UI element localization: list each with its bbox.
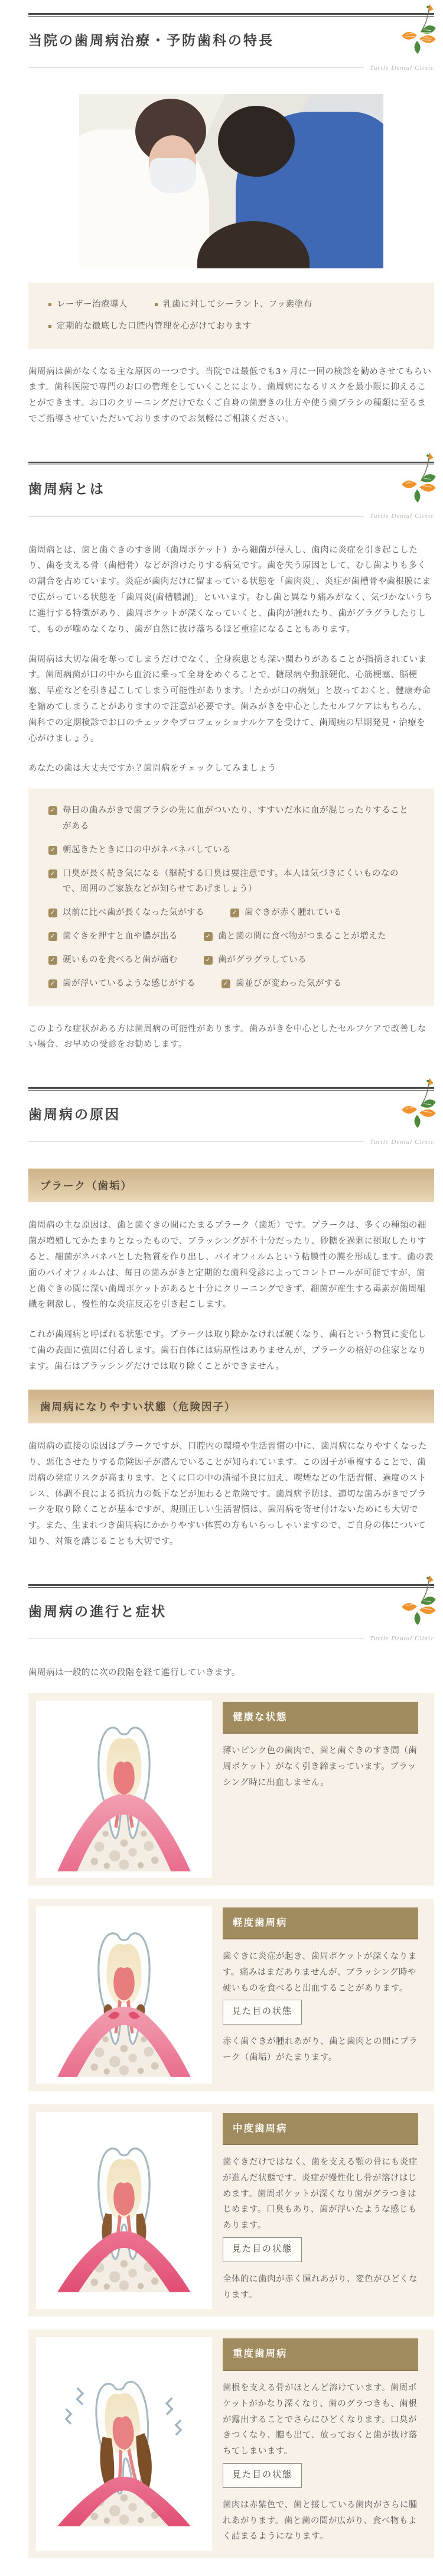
symptom-checklist xyxy=(48,803,414,991)
checklist-item xyxy=(48,976,196,992)
clinic-logo-icon xyxy=(400,1575,437,1627)
stage-card-mild xyxy=(28,1899,434,2091)
double-rule xyxy=(28,462,434,465)
stage-description: 歯ぐきだけではなく、歯を支える顎の骨にも炎症が進んだ状態です。炎症が慢性化し骨が溶けはじめます。歯周ポケットが深くなり歯がグラつきはじめます。口臭もあり、歯が浮いたような感じもあります。 xyxy=(223,2158,418,2231)
checklist-item-label: 歯と歯の間に食べ物がつまることが増えた xyxy=(218,932,386,942)
checklist-item xyxy=(48,866,414,898)
tooth-illustration-moderate xyxy=(36,2112,212,2309)
stage-appearance: 歯肉は赤紫色で、歯と接している歯肉がさらに腫れあがります。歯と歯の間が広がり、食べ物もよく詰まるようになります。 xyxy=(223,2500,418,2542)
progression-intro: 歯周病は一般的に次の段階を経て進行していきます。 xyxy=(28,1667,240,1678)
section-header xyxy=(28,1087,434,1148)
list-item xyxy=(48,297,128,313)
checklist-item xyxy=(204,929,386,945)
clinic-logo-icon xyxy=(400,4,437,56)
checkbox-icon: ✓ xyxy=(48,846,57,855)
section-header xyxy=(28,462,434,523)
plaque-paragraph-2: これが歯周病と呼ばれる状態です。プラークは取り除かなければ硬くなり、歯石という物質に変化して歯の表面に強固に付着します。歯石自体には病原性はありませんが、プラークの格好の住家となります。歯石はブラッシングだけでは取り除くことができません。 xyxy=(28,1330,426,1371)
clinic-logo-caption: Turtle Dental Clinic xyxy=(370,64,434,72)
section-progression xyxy=(28,1584,434,2558)
checklist-item xyxy=(48,842,231,858)
checkbox-icon: ✓ xyxy=(48,870,57,878)
checklist-item-label: 朝起きたときに口の中がネバネバしている xyxy=(63,845,231,855)
section-about xyxy=(28,462,434,1053)
stage-body xyxy=(222,1701,426,1878)
tooth-illustration-mild xyxy=(36,1906,212,2084)
clinic-logo-caption: Turtle Dental Clinic xyxy=(370,512,434,520)
checklist-intro: あなたの歯は大丈夫ですか？歯周病をチェックしてみましょう xyxy=(28,764,276,774)
clinic-logo-icon xyxy=(400,1078,437,1130)
checkbox-icon: ✓ xyxy=(48,979,57,988)
checkbox-icon: ✓ xyxy=(48,909,57,917)
stage-description: 歯根を支える骨がほとんど溶けています。歯周ポケットがかなり深くなり、歯のグラつきも、歯根が露出することでさらにひどくなります。口臭がきつくなり、膿も出て、放っておくと歯が抜け落ちてしまいます。 xyxy=(223,2383,418,2457)
double-rule xyxy=(28,1584,434,1588)
thin-rule xyxy=(28,1141,364,1142)
stage-card-moderate xyxy=(28,2104,434,2317)
section-causes xyxy=(28,1087,434,1550)
dental-treatment-photo xyxy=(79,94,383,268)
square-bullet-icon xyxy=(155,303,158,306)
checklist-item-label: 歯ぐきを押すと血や膿が出る xyxy=(63,932,178,942)
checkbox-icon: ✓ xyxy=(230,909,239,917)
stage-name: 軽度歯周病 xyxy=(223,1907,418,1940)
checklist-item xyxy=(48,803,414,835)
square-bullet-icon xyxy=(48,303,51,306)
subheading-plaque: プラーク（歯垢） xyxy=(28,1168,434,1202)
list-item xyxy=(48,319,252,335)
square-bullet-icon xyxy=(48,325,51,328)
symptom-checklist-box xyxy=(28,789,434,1005)
stage-name: 中度歯周病 xyxy=(223,2113,418,2146)
features-list-box xyxy=(28,283,434,349)
checkbox-icon: ✓ xyxy=(48,806,57,815)
page-title: 当院の歯周病治療・予防歯科の特長 xyxy=(28,33,274,48)
thin-rule xyxy=(28,516,364,517)
stage-body xyxy=(222,1906,426,2084)
checklist-item xyxy=(48,905,204,921)
clinic-logo-caption: Turtle Dental Clinic xyxy=(370,1138,434,1146)
checklist-item-label: 口臭が長く続き気になる（継続する口臭は要注意です。本人は気づきにくいものなので、周囲のご家族などが知らせてあげましょう） xyxy=(63,868,399,894)
section-features xyxy=(28,13,434,427)
list-item-label: レーザー治療導入 xyxy=(57,299,128,309)
appearance-label: 見た目の状態 xyxy=(223,2463,302,2488)
double-rule xyxy=(28,13,434,17)
stage-appearance: 赤く歯ぐきが腫れあがり、歯と歯肉との間にプラーク（歯垢）がたまります。 xyxy=(223,2037,418,2063)
stage-card-severe xyxy=(28,2330,434,2558)
checklist-item-label: 毎日の歯みがきで歯ブラシの先に血がついたり、すすいだ水に血が混じったりすることがある xyxy=(63,806,409,832)
appearance-label: 見た目の状態 xyxy=(223,2000,302,2025)
checklist-item xyxy=(204,952,307,968)
checklist-item-label: 歯がグラグラしている xyxy=(218,955,307,965)
list-item-label: 定期的な徹底した口腔内管理を心がけております xyxy=(57,321,252,331)
stage-body xyxy=(222,2112,426,2309)
stage-description: 薄いピンク色の歯肉で、歯と歯ぐきのすき間（歯周ポケット）がなく引き締まっています。ブラッシング時に出血しません。 xyxy=(223,1746,418,1787)
checklist-item xyxy=(48,929,178,945)
stage-card-healthy xyxy=(28,1693,434,1886)
risk-paragraph: 歯周病の直接の原因はプラークですが、口腔内の環境や生活習慣の中に、歯周病になりやすくなったり、悪化させたりする危険因子が潜んでいることが知られています。この因子が重複することで、歯周病の発症リスクが高まります。とくに口の中の清掃不良に加え、喫煙などの生活習慣、過度のストレス、体調不良による抵抗力の低下などが加わると危険です。歯周病予防は、適切な歯みがきでプラークを取り除くことが基本ですが、規則正しい生活習慣は、歯周病を寄せ付けないためにも大切です。また、生まれつき歯周病にかかりやすい体質の方もいらっしゃいますので、ご自身の体について知り、対策を講じることも大切です。 xyxy=(28,1442,427,1546)
section-header xyxy=(28,13,434,74)
checklist-item-label: 硬いものを食べると歯が痛む xyxy=(63,955,178,965)
checkbox-icon: ✓ xyxy=(204,932,213,941)
clinic-logo-icon xyxy=(400,452,437,504)
checkbox-icon: ✓ xyxy=(204,956,213,965)
section-title: 歯周病の原因 xyxy=(28,1107,120,1122)
stage-name: 健康な状態 xyxy=(223,1702,418,1734)
stage-body xyxy=(222,2337,426,2551)
checklist-item xyxy=(222,976,342,992)
section-header xyxy=(28,1584,434,1645)
tooth-illustration-severe xyxy=(36,2337,212,2551)
tooth-illustration-healthy xyxy=(36,1701,212,1878)
features-list xyxy=(48,297,414,335)
checkbox-icon: ✓ xyxy=(48,932,57,941)
thin-rule xyxy=(28,67,364,68)
stage-name: 重度歯周病 xyxy=(223,2338,418,2371)
appearance-label: 見た目の状態 xyxy=(223,2237,302,2262)
checklist-item-label: 歯ぐきが赤く腫れている xyxy=(245,908,342,918)
checkbox-icon: ✓ xyxy=(222,979,230,988)
features-paragraph: 歯周病は歯がなくなる主な原因の一つです。当院では最低でも3ヶ月に一回の検診を勧めさせてもらいます。歯科医院で専門のお口の管理をしていくことにより、歯周病になるリスクを最小限に抑えることができます。お口のクリーニングだけでなくご自身の歯磨きの仕方や使う歯ブラシの種類に至るまでご指導させていただいておりますのでお気軽にご相談ください。 xyxy=(28,366,432,424)
list-item-label: 乳歯に対してシーラント、フッ素塗布 xyxy=(163,299,312,309)
checkbox-icon: ✓ xyxy=(48,956,57,965)
about-paragraph-2: 歯周病は大切な歯を奪ってしまうだけでなく、全身疾患とも深い関わりがあることが指摘されています。歯周病菌が口の中から血流に乗って全身をめぐることで、糖尿病や動脈硬化、心筋梗塞、脳梗塞、早産などを引き起こしてしまう可能性があります。「たかが口の病気」と放っておくと、健康寿命を縮めてしまうことがありますので注意が必要です。歯みがきを中心としたセルフケアはもちろん、歯科での定期検診でお口のチェックやプロフェッショナルケアを受けて、歯周病の早期発見・治療を心がけましょう。 xyxy=(28,654,431,744)
about-paragraph-1: 歯周病とは、歯と歯ぐきのすき間（歯周ポケット）から細菌が侵入し、歯肉に炎症を引き起こしたり、歯を支える骨（歯槽骨）などが溶けたりする病気です。歯を失う原因として、むし歯よりも多くの割合を占めています。炎症が歯肉だけに留まっている状態を「歯肉炎」、炎症が歯槽骨や歯根膜にまで広がっている状態を「歯周炎(歯槽膿漏)」といいます。むし歯と異なり痛みがなく、気づかないうちに進行する特徴があり、歯周ポケットが深くなっていくと、歯肉が腫れたり、歯がグラグラしたりして、ものが噛めなくなり、歯が自然に抜け落ちるほど重症になることもあります。 xyxy=(28,545,433,634)
clinic-logo-caption: Turtle Dental Clinic xyxy=(370,1635,434,1643)
subheading-risk-factors: 歯周病になりやすい状態（危険因子） xyxy=(28,1389,434,1423)
section-title: 歯周病とは xyxy=(28,481,105,497)
checklist-item-label: 歯並びが変わった気がする xyxy=(236,978,342,988)
checklist-item-label: 以前に比べ歯が長くなった気がする xyxy=(63,908,204,918)
stage-description: 歯ぐきに炎症が起き、歯周ポケットが深くなります。痛みはまだありませんが、ブラッシング時や硬いものを食べると出血することがあります。 xyxy=(223,1952,417,1993)
checklist-item xyxy=(230,905,342,921)
plaque-paragraph-1: 歯周病の主な原因は、歯と歯ぐきの間にたまるプラーク（歯垢）です。プラークは、多くの種類の細菌が増殖してかたまりとなったもので、ブラッシングが不十分だったり、砂糖を過剰に摂取したりすると、細菌がネバネバとした物質を作り出し、バイオフィルムという粘膜性の膜を形成します。歯の表面のバイオフィルムは、毎日の歯みがきと定期的な歯科受診によってコントロールが可能ですが、歯と歯ぐきの間に深い歯周ポケットがあると十分にクリーニングできず、細菌が産生する毒素が歯周組織を刺激し、慢性的な炎症反応を引き起こします。 xyxy=(28,1221,434,1310)
checklist-item-label: 歯が浮いているような感じがする xyxy=(63,978,196,988)
stage-appearance: 全体的に歯肉が赤く腫れあがり、変色がひどくなります。 xyxy=(223,2274,418,2300)
checklist-outro: このような症状がある方は歯周病の可能性があります。歯みがきを中心としたセルフケアで改善しない場合、お早めの受診をお勧めします。 xyxy=(28,1024,426,1050)
list-item xyxy=(155,297,312,313)
checklist-item xyxy=(48,952,178,968)
section-title: 歯周病の進行と症状 xyxy=(28,1604,167,1619)
double-rule xyxy=(28,1087,434,1091)
